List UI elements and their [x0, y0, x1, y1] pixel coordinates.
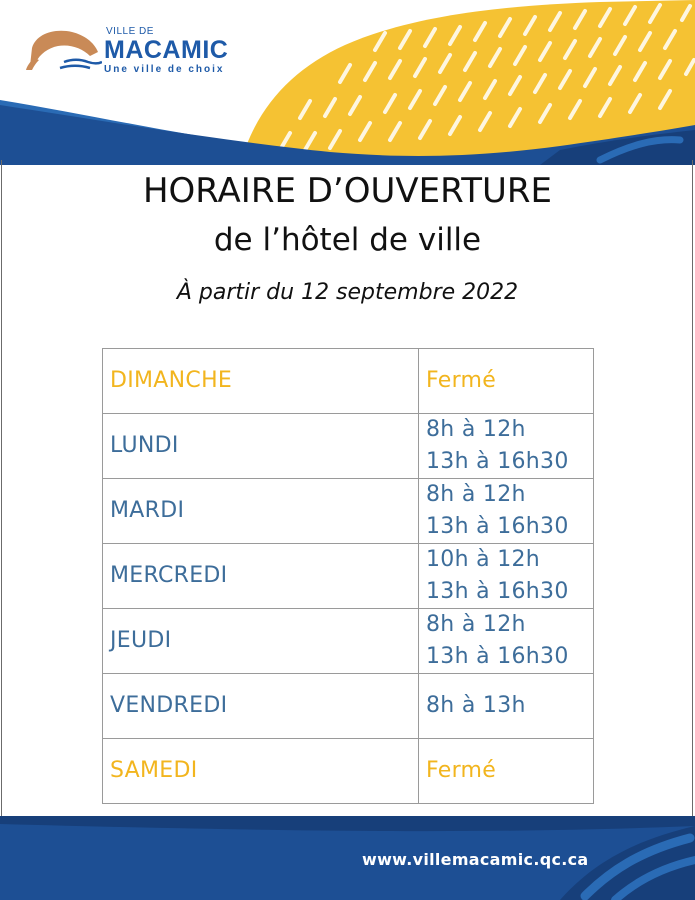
website-link[interactable]: www.villemacamic.qc.ca	[362, 850, 589, 869]
day-label: DIMANCHE	[103, 349, 419, 414]
day-label: MERCREDI	[103, 544, 419, 609]
hours-line: Fermé	[426, 758, 497, 783]
hours-line: 10h à 12h	[426, 547, 541, 572]
hours-cell	[419, 349, 594, 414]
hours-line: 13h à 16h30	[426, 579, 569, 604]
hours-line: 13h à 16h30	[426, 514, 569, 539]
city-logo	[24, 22, 254, 82]
hours-line: 8h à 13h	[426, 693, 526, 718]
logo-tagline: Une ville de choix	[104, 64, 225, 75]
hours-line: 13h à 16h30	[426, 449, 569, 474]
schedule-row-samedi	[103, 739, 594, 804]
hours-cell	[419, 674, 594, 739]
schedule-row-lundi	[103, 414, 594, 479]
schedule-row-dimanche	[103, 349, 594, 414]
day-label: MARDI	[103, 479, 419, 544]
day-label: VENDREDI	[103, 674, 419, 739]
effective-date: À partir du 12 septembre 2022	[176, 280, 519, 305]
schedule-row-mercredi	[103, 544, 594, 609]
hours-cell	[419, 414, 594, 479]
hours-line: 13h à 16h30	[426, 644, 569, 669]
hours-cell	[419, 544, 594, 609]
hours-line: 8h à 12h	[426, 482, 526, 507]
hours-line: Fermé	[426, 368, 497, 393]
logo-prefix: VILLE DE	[106, 26, 154, 37]
schedule-table	[102, 348, 594, 804]
schedule-row-mardi	[103, 479, 594, 544]
header-banner	[0, 0, 695, 165]
footer-banner	[0, 816, 695, 900]
day-label: SAMEDI	[103, 739, 419, 804]
hours-cell	[419, 479, 594, 544]
hours-line: 8h à 12h	[426, 612, 526, 637]
day-label: JEUDI	[103, 609, 419, 674]
day-label: LUNDI	[103, 414, 419, 479]
page-title: HORAIRE D’OUVERTURE	[142, 171, 553, 211]
logo-name: MACAMIC	[104, 36, 229, 64]
hours-cell	[419, 609, 594, 674]
page-subtitle: de l’hôtel de ville	[213, 222, 482, 258]
schedule-row-jeudi	[103, 609, 594, 674]
hours-line: 8h à 12h	[426, 417, 526, 442]
beaver-logo-icon	[24, 22, 102, 72]
hours-cell	[419, 739, 594, 804]
footer-wave-graphic	[0, 816, 695, 900]
schedule-row-vendredi	[103, 674, 594, 739]
